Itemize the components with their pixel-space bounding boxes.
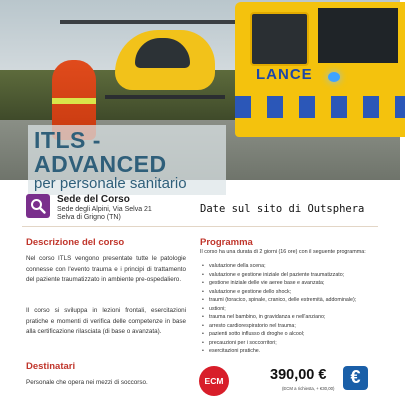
helicopter-skid [105,95,225,99]
ecm-badge [199,366,229,396]
course-title: ITLS - ADVANCED [34,127,167,177]
location-town: Selva di Grigno (TN) [57,214,121,221]
ambulance-window [250,12,309,66]
euro-symbol: € [350,367,361,387]
ambulance-checker-band [235,96,405,118]
hero-title-box [28,125,226,195]
description-paragraph-1: Nel corso ITLS vengono presentate tutte le patologie connesse con l'evento trauma e i principi di trattamento del paziente traumatizzato in ambiente pre-ospedaliero. [26,255,186,284]
course-subtitle: per personale sanitario [34,175,187,192]
program-title: Programma [200,237,253,248]
description-title: Descrizione del corso [26,237,125,248]
paramedic-reflective-stripe [52,98,96,104]
list-item: • traumi (toracico, spinale, cranico, delle estremità, addominale); [200,296,385,305]
ecm-label: ECM [204,376,224,386]
euro-icon [343,366,368,390]
list-item: • valutazione della scena; [200,262,385,271]
ambulance-lettering: LANCE [256,66,313,83]
list-item: • pazienti sotto influsso di droghe o alcool; [200,330,385,339]
location-title: Sede del Corso [57,194,130,205]
list-item: • trauma nel bambino, in gravidanza e nell'anziano; [200,313,385,322]
section-divider [22,226,378,227]
price-note: (ECM a richiesta, + €30,00) [282,386,335,391]
course-price: 390,00 € [270,367,327,383]
ambulance-door-window [318,8,398,63]
recipients-text: Personale che opera nei mezzi di soccorso. [26,379,148,386]
list-item: • valutazione e gestione dello shock; [200,288,385,297]
list-item: • precauzioni per i soccorritori; [200,339,385,348]
recipients-title: Destinatari [26,361,76,372]
dates-info: Date sul sito di Outsphera [200,203,365,215]
list-item: • arresto cardiorespiratorio nel trauma; [200,322,385,331]
list-item: • esercitazioni pratiche. [200,347,385,356]
program-intro: Il corso ha una durata di 2 giorni (16 ore) con il seguente programma: [200,249,366,255]
list-item: • valutazione e gestione iniziale del paziente traumatizzato; [200,271,385,280]
list-item: • ustioni; [200,305,385,314]
search-location-icon [26,194,50,218]
program-list [200,262,385,356]
description-paragraph-2: Il corso si sviluppa in lezioni frontali, esercitazioni pratiche e momenti di verifica delle competenze in base alla certificazione rilasciata (di base o avanzata). [26,307,186,336]
siren-light [328,72,340,82]
location-address: Sede degli Alpini, Via Selva 21 [57,206,152,213]
list-item: • gestione iniziale delle vie aeree base e avanzata; [200,279,385,288]
hero-image [0,0,400,192]
